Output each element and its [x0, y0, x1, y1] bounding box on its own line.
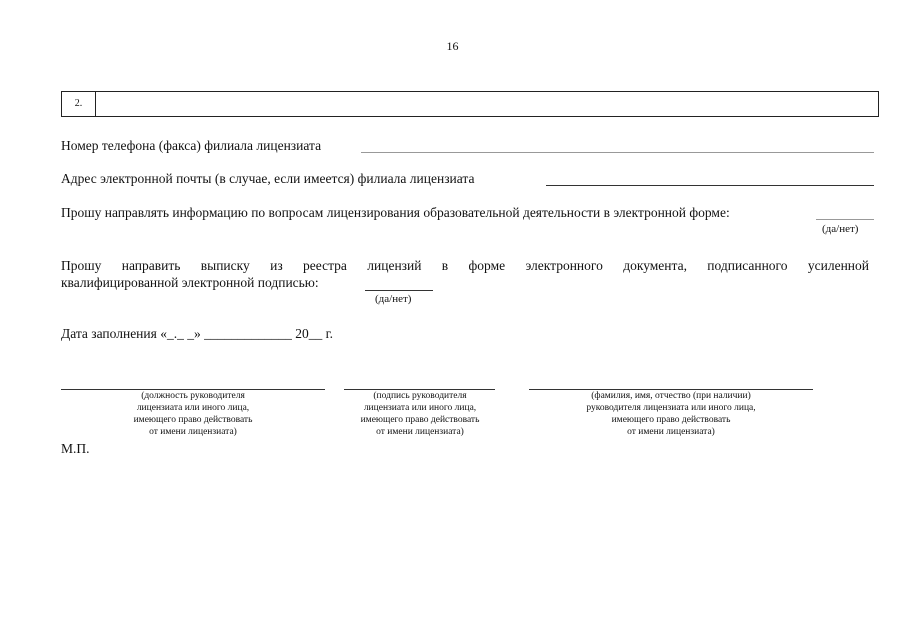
table-row	[61, 91, 879, 117]
full-name-caption: (фамилия, имя, отчество (при наличии) руководителя лицензиата или иного лица, имеющего право действовать от имени лицензиата)	[586, 391, 756, 437]
page-number: 16	[446, 39, 459, 53]
electronic-info-text: Прошу направлять информацию по вопросам лицензирования образовательной деятельности в электронной форме:	[61, 205, 730, 220]
fill-date-line: Дата заполнения «_._ _» _____________ 20__ г.	[61, 326, 333, 341]
electronic-info-hint: (да/нет)	[822, 223, 859, 235]
extract-hint: (да/нет)	[375, 293, 412, 305]
phone-label: Номер телефона (факса) филиала лицензиата	[61, 138, 322, 153]
extract-text-line2: квалифицированной электронной подписью:	[61, 275, 319, 290]
extract-answer-line[interactable]	[365, 290, 433, 291]
stamp-label: М.П.	[61, 441, 90, 456]
phone-field-line[interactable]	[361, 152, 874, 153]
row-number: 2.	[62, 92, 96, 116]
position-caption: (должность руководителя лицензиата или иного лица, имеющего право действовать от имени лицензиата)	[133, 391, 253, 437]
extract-text-line1: Прошу направить выписку из реестра лицензий в форме электронного документа, подписанного усиленной	[61, 258, 869, 273]
electronic-info-answer-line[interactable]	[816, 219, 874, 220]
email-label: Адрес электронной почты (в случае, если имеется) филиала лицензиата	[61, 171, 475, 186]
email-field-line[interactable]	[546, 185, 874, 186]
signature-caption: (подпись руководителя лицензиата или иного лица, имеющего право действовать от имени лицензиата)	[360, 391, 480, 437]
